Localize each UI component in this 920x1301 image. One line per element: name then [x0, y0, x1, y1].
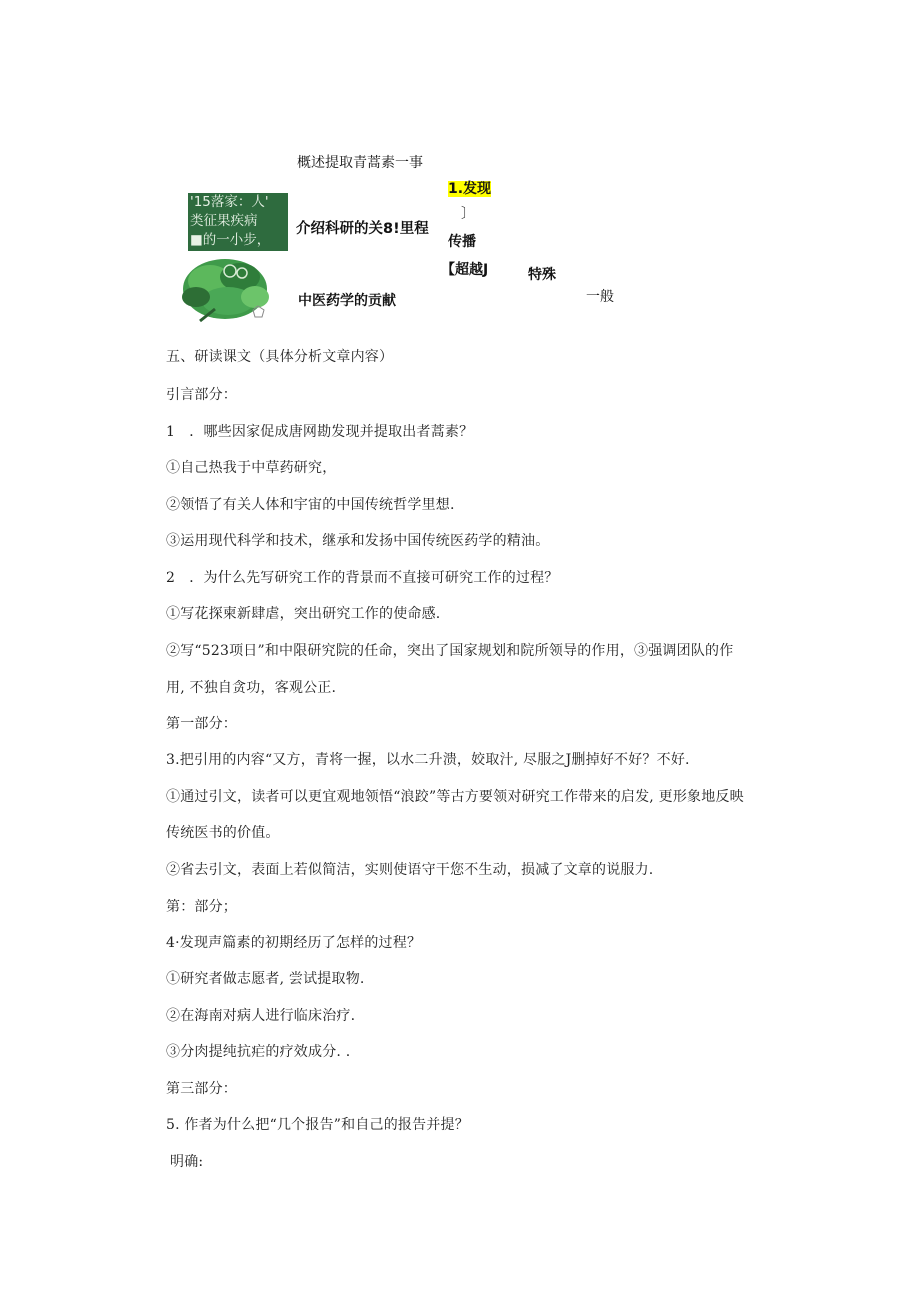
- image-caption-line: ■的一小步，: [190, 232, 271, 248]
- intro-label: 介绍科研的关8!里程: [296, 221, 429, 237]
- answer-item: ①研究者做志愿者, 尝试提取物.: [166, 971, 365, 987]
- part-heading: 第一部分：: [166, 716, 237, 732]
- summary-label: 概述提取青蒿素一事: [297, 155, 423, 171]
- discover-label-text: 1.发现: [448, 181, 492, 197]
- answer-item-continued: 用, 不独自贪功，客观公正.: [166, 680, 337, 696]
- answer-item: ②在海南对病人进行临床治疗.: [166, 1008, 356, 1024]
- general-label: 一般: [586, 289, 614, 305]
- answer-item: ①自己热我于中草药研究，: [166, 460, 337, 476]
- part-heading: 第：部分；: [166, 899, 237, 915]
- answer-item-continued: 传统医书的价值。: [166, 825, 280, 841]
- part-heading: 第三部分：: [166, 1081, 237, 1097]
- bracket-mark: 〕: [461, 206, 475, 222]
- surpass-label: 【超越J: [441, 262, 489, 278]
- image-caption: [188, 193, 288, 251]
- answer-prompt: 明确:: [170, 1154, 204, 1170]
- part-heading: 引言部分：: [166, 387, 237, 403]
- answer-item: ①通过引文，读者可以更宜观地领悟“浪跤”等古方要领对研究工作带来的启发, 更形象地反映: [166, 789, 744, 805]
- spread-label: 传播: [448, 234, 476, 250]
- answer-item: ①写花探柬新肆虐，突出研究工作的使命感.: [166, 606, 441, 622]
- answer-item: ③运用现代科学和技术，继承和发扬中国传统医药学的精油。: [166, 533, 550, 549]
- section-heading: 五、研读课文（具体分析文章内容）: [166, 349, 394, 365]
- answer-item: ②领悟了有关人体和宇宙的中国传统哲学里想.: [166, 497, 455, 513]
- discover-label: [448, 178, 491, 198]
- question: 5. 作者为什么把“几个报告”和自己的报告并提？: [166, 1117, 469, 1133]
- question: 1 ．哪些因家促成唐网勘发现并提取出者蒿素？: [166, 424, 474, 440]
- question: 2 ．为什么先写研究工作的背景而不直接可研究工作的过程？: [166, 570, 559, 586]
- special-label: 特殊: [528, 267, 556, 283]
- answer-item: ③分肉提纯抗疟的疗效成分. .: [166, 1044, 351, 1060]
- artemisia-image: [188, 193, 288, 330]
- herb-leaf-icon: [170, 251, 290, 333]
- contribution-label: 中医药学的贡献: [298, 293, 396, 309]
- answer-item: ②省去引文，表面上若似简洁，实则使语守干您不生动，损减了文章的说服力.: [166, 862, 654, 878]
- question: 3.把引用的内容“又方，青将一握，以水二升溃，姣取汁, 尽服之J删掉好不好？不好.: [166, 752, 690, 768]
- question: 4·发现声篇素的初期经历了怎样的过程？: [166, 935, 422, 951]
- answer-item: ②写“523项日”和中限研究院的任命，突出了国家规划和院所领导的作用，③强调团队的作: [166, 643, 734, 659]
- image-caption-line: 类征果疾病: [190, 213, 258, 229]
- image-caption-line: '15落家：人': [190, 194, 269, 210]
